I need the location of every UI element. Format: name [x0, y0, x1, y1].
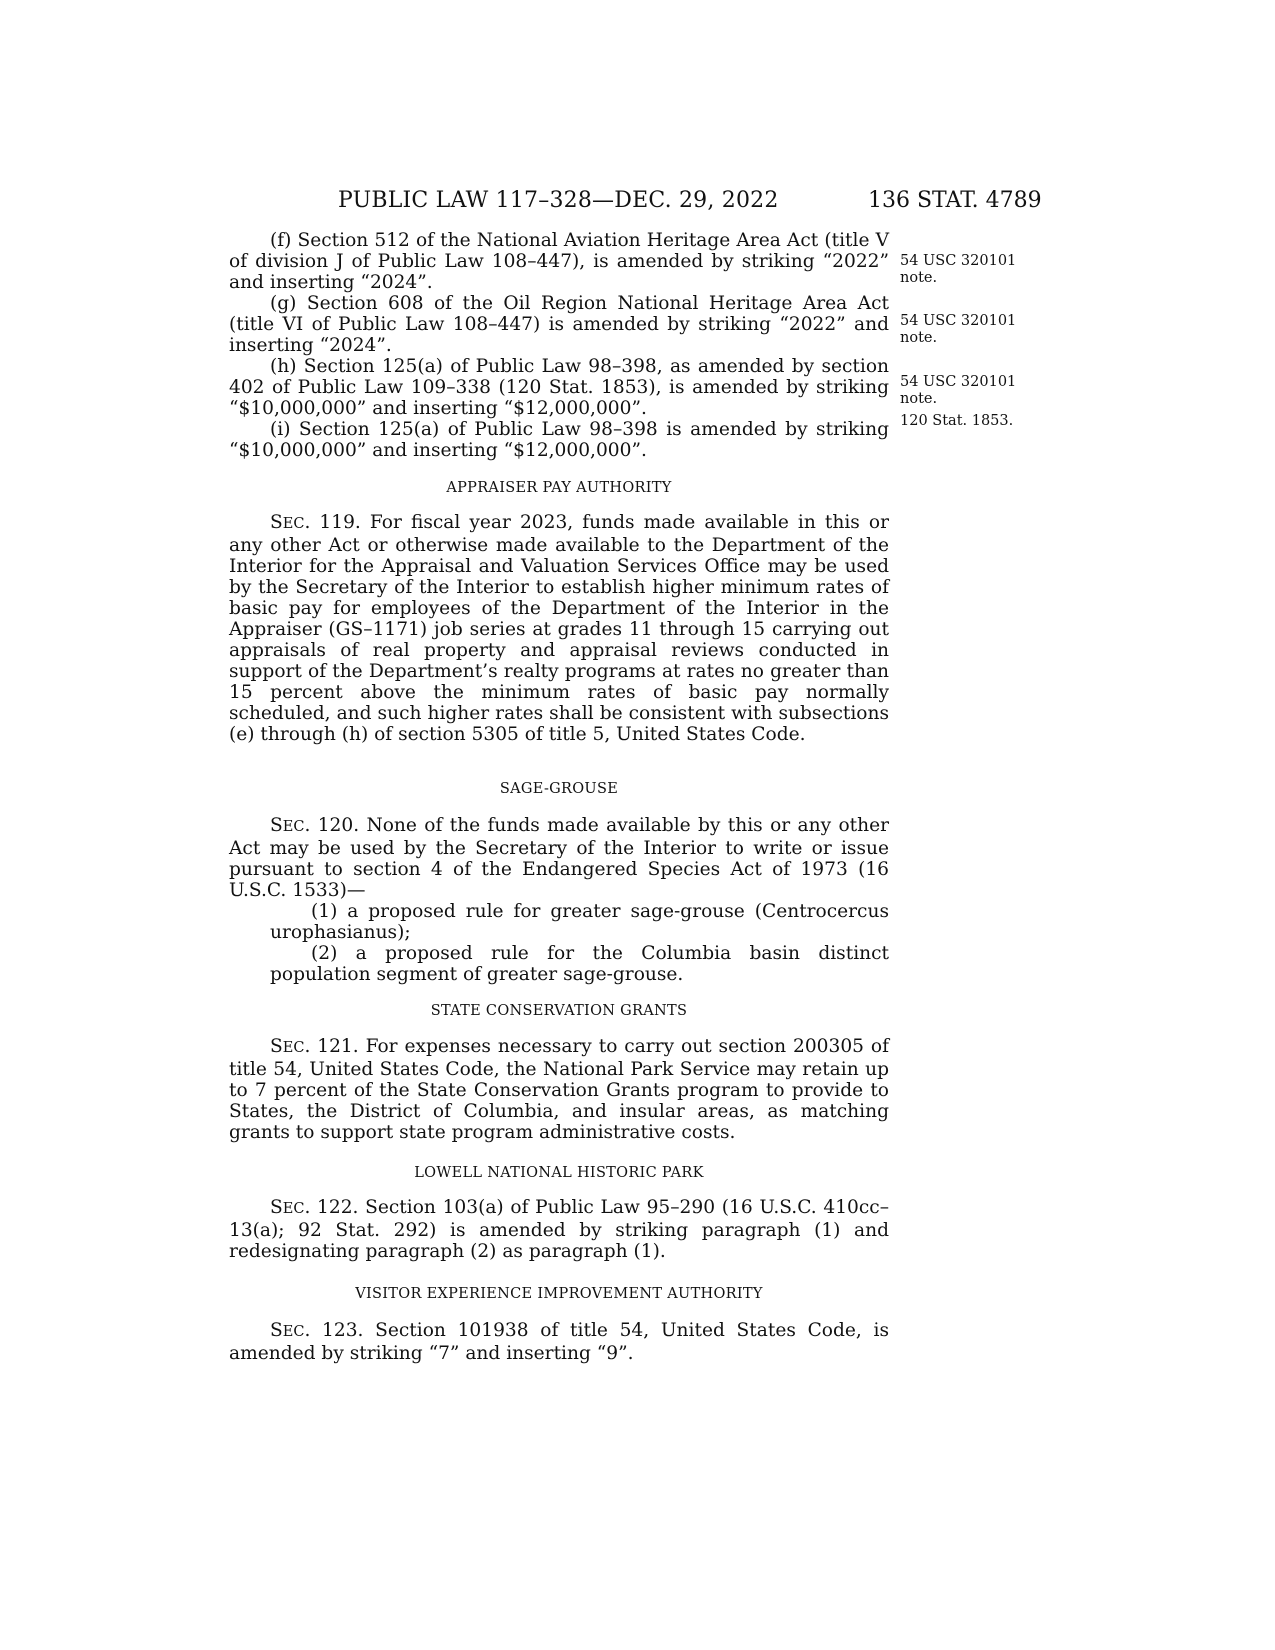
heading-appraiser-pay: APPRAISER PAY AUTHORITY	[446, 480, 672, 496]
section-119	[229, 512, 889, 745]
section-123-text	[229, 1320, 889, 1364]
margin-note-4-cite: 120 Stat. 1853.	[900, 413, 1014, 429]
sec-label-s: S	[270, 512, 283, 533]
margin-note-2-cite: 54 USC 320101	[900, 313, 1017, 329]
section-122-body: . 122. Section 103(a) of Public Law 95–290 (16 U.S.C. 410cc–13(a); 92 Stat. 292) is amended by striking paragraph (1) and redesignating paragraph (2) as paragraph (1).	[229, 1197, 889, 1262]
heading-visitor-experience: VISITOR EXPERIENCE IMPROVEMENT AUTHORITY	[355, 1286, 763, 1302]
section-120-item-1: (1) a proposed rule for greater sage-grouse (Centrocercus urophasianus);	[270, 901, 889, 943]
section-120-body: . 120. None of the funds made available by this or any other Act may be used by the Secretary of the Interior to write or issue pursuant to section 4 of the Endangered Species Act of 1973 (16 U.S.C. 1533)—	[229, 815, 889, 901]
sec-label-s: S	[270, 1320, 283, 1341]
margin-note-1-cite: 54 USC 320101	[900, 253, 1017, 269]
amendment-f: (f) Section 512 of the National Aviation Heritage Area Act (title V of division J of Public Law 108–447), is amended by striking “2022” and inserting “2024”.	[229, 230, 889, 293]
section-120	[229, 815, 889, 985]
section-121-body: . 121. For expenses necessary to carry out section 200305 of title 54, United States Code, the National Park Service may retain up to 7 percent of the State Conservation Grants program to provide to States, the District of Columbia, and insular areas, as matching grants to support state program administrative costs.	[229, 1036, 889, 1143]
margin-note-2	[900, 313, 1016, 347]
section-119-body: . 119. For fiscal year 2023, funds made available in this or any other Act or otherwise made available to the Department of the Interior for the Appraisal and Valuation Services Office may be used by the Secretary of the Interior to establish higher minimum rates of basic pay for employees of the Department of the Interior in the Appraiser (GS–1171) job series at grades 11 through 15 carrying out appraisals of real property and appraisal reviews conducted in support of the Department’s realty programs at rates no greater than 15 percent above the minimum rates of basic pay normally scheduled, and such higher rates shall be consistent with subsections (e) through (h) of section 5305 of title 5, United States Code.	[229, 512, 889, 745]
sec-label-ec: EC	[282, 819, 305, 835]
section-121-text	[229, 1036, 889, 1143]
sec-label-s: S	[270, 1197, 283, 1218]
section-121	[229, 1036, 889, 1143]
section-123-body: . 123. Section 101938 of title 54, United States Code, is amended by striking “7” and inserting “9”.	[229, 1320, 889, 1364]
heading-state-conservation: STATE CONSERVATION GRANTS	[430, 1003, 688, 1019]
sec-label-ec: EC	[282, 1201, 305, 1217]
sec-label-s: S	[270, 1036, 283, 1057]
sec-label-ec: EC	[282, 516, 305, 532]
margin-note-1	[900, 253, 1016, 287]
section-120-item-2: (2) a proposed rule for the Columbia basin distinct population segment of greater sage-grouse.	[270, 943, 889, 985]
sec-label-ec: EC	[282, 1040, 305, 1056]
margin-note-3-suffix: note.	[900, 391, 938, 407]
margin-note-3-cite: 54 USC 320101	[900, 374, 1017, 390]
section-122-text	[229, 1197, 889, 1262]
margin-note-3	[900, 374, 1016, 408]
page-header-stat: 136 STAT. 4789	[868, 188, 1042, 213]
amendment-i: (i) Section 125(a) of Public Law 98–398 is amended by striking “$10,000,000” and inserting “$12,000,000”.	[229, 419, 889, 461]
heading-sage-grouse: SAGE-GROUSE	[499, 781, 619, 797]
sec-label-s: S	[270, 815, 283, 836]
page-header-title: PUBLIC LAW 117–328—DEC. 29, 2022	[338, 188, 779, 213]
section-120-text	[229, 815, 889, 901]
margin-note-1-suffix: note.	[900, 270, 938, 286]
margin-note-2-suffix: note.	[900, 330, 938, 346]
heading-lowell-park: LOWELL NATIONAL HISTORIC PARK	[414, 1165, 704, 1181]
amendments-block	[229, 230, 889, 461]
amendment-g: (g) Section 608 of the Oil Region National Heritage Area Act (title VI of Public Law 108–447) is amended by striking “2022” and inserting “2024”.	[229, 293, 889, 356]
margin-note-4	[900, 413, 1013, 430]
sec-label-ec: EC	[282, 1324, 305, 1340]
section-122	[229, 1197, 889, 1262]
amendment-h: (h) Section 125(a) of Public Law 98–398, as amended by section 402 of Public Law 109–338 (120 Stat. 1853), is amended by striking “$10,000,000” and inserting “$12,000,000”.	[229, 356, 889, 419]
section-119-text	[229, 512, 889, 745]
section-123	[229, 1320, 889, 1364]
